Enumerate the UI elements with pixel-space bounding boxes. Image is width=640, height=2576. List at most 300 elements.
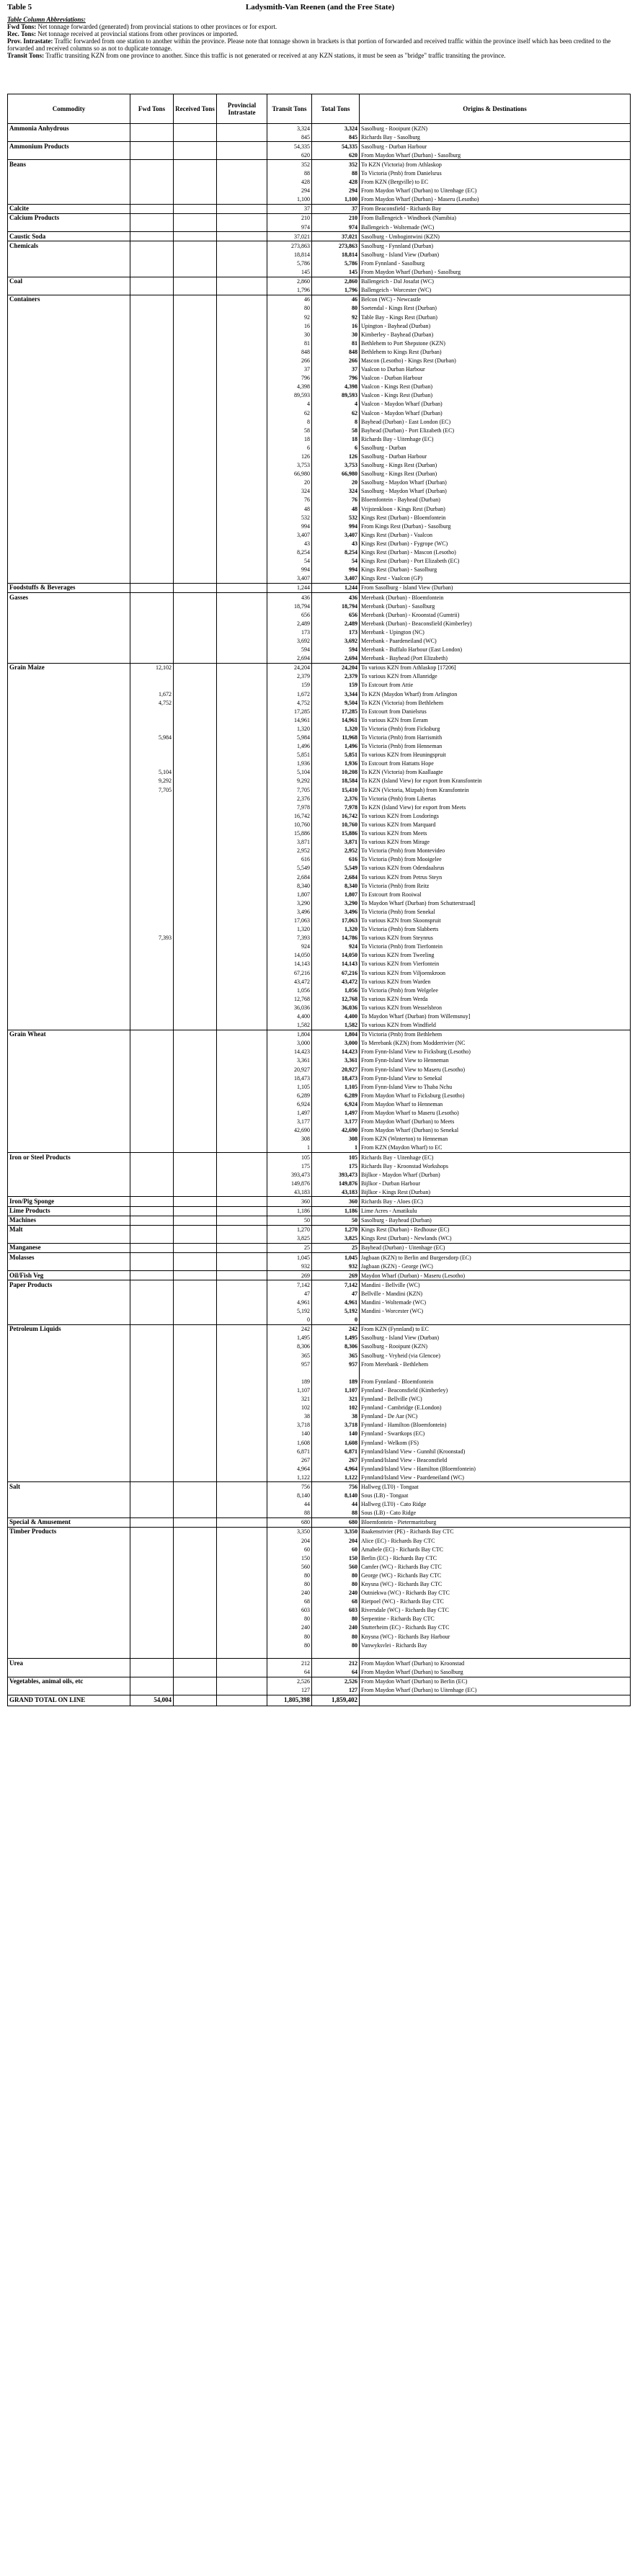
table-row xyxy=(8,716,631,724)
col-commodity: Commodity xyxy=(8,94,130,124)
fwd-tons-cell xyxy=(130,1438,174,1447)
origin-destination-cell: Fynnland - Bellville (WC) xyxy=(360,1395,631,1404)
fwd-tons-cell xyxy=(130,968,174,977)
table-row xyxy=(8,223,631,232)
commodity-cell xyxy=(8,1597,130,1606)
transit-tons-cell: 3,871 xyxy=(267,838,312,847)
fwd-tons-cell xyxy=(130,1482,174,1492)
fwd-tons-cell xyxy=(130,513,174,522)
transit-tons-cell: 16,742 xyxy=(267,811,312,820)
intrastate-cell xyxy=(217,1039,267,1048)
commodity-cell xyxy=(8,864,130,873)
fwd-tons-cell xyxy=(130,907,174,916)
total-tons-cell: 18,814 xyxy=(312,250,360,259)
transit-tons-cell: 3,361 xyxy=(267,1056,312,1065)
received-tons-cell xyxy=(174,232,217,241)
intrastate-cell xyxy=(217,1536,267,1545)
intrastate-cell xyxy=(217,1289,267,1298)
intrastate-cell xyxy=(217,478,267,487)
origin-destination-cell: Kimberley - Bayhead (Durban) xyxy=(360,330,631,339)
total-tons-cell: 3,871 xyxy=(312,838,360,847)
total-tons-cell: 1,045 xyxy=(312,1253,360,1262)
total-tons-cell: 1,496 xyxy=(312,742,360,751)
fwd-tons-cell xyxy=(130,1144,174,1153)
received-tons-cell xyxy=(174,1473,217,1482)
table-row xyxy=(8,434,631,443)
commodity-cell xyxy=(8,1179,130,1187)
origin-destination-cell: From KZN (Bergville) to EC xyxy=(360,178,631,187)
intrastate-cell xyxy=(217,1012,267,1020)
total-tons-cell: 80 xyxy=(312,1641,360,1649)
origin-destination-cell: To various KZN from Wesselsbron xyxy=(360,1003,631,1012)
transit-tons-cell: 0 xyxy=(267,1316,312,1325)
table-row xyxy=(8,1492,631,1500)
table-row xyxy=(8,724,631,733)
origin-destination-cell: Kings Rest (Durban) - Fygrope (WC) xyxy=(360,539,631,548)
fwd-tons-cell xyxy=(130,1632,174,1641)
commodity-cell xyxy=(8,1562,130,1571)
total-tons-cell: 48 xyxy=(312,504,360,513)
fwd-tons-cell xyxy=(130,1677,174,1686)
intrastate-cell xyxy=(217,250,267,259)
intrastate-cell xyxy=(217,313,267,321)
table-row xyxy=(8,1456,631,1464)
total-tons-cell: 848 xyxy=(312,347,360,356)
origin-destination-cell: To Estcourt from Hattatts Hope xyxy=(360,759,631,768)
origin-destination-cell: To various KZN from Warden xyxy=(360,977,631,986)
table-row xyxy=(8,619,631,628)
origin-destination-cell: To various KZN from Losdorings xyxy=(360,811,631,820)
fwd-tons-cell xyxy=(130,1659,174,1668)
origin-destination-cell: Merebank (Durban) - Sasolburg xyxy=(360,602,631,610)
intrastate-cell xyxy=(217,133,267,142)
table-row xyxy=(8,968,631,977)
received-tons-cell xyxy=(174,1262,217,1271)
fwd-tons-cell xyxy=(130,1170,174,1179)
commodity-cell xyxy=(8,1554,130,1562)
origin-destination-cell: To KZN (Island View) for export from Kransfontein xyxy=(360,777,631,785)
origin-destination-cell: To Merebank (KZN) from Modderrivier (NC xyxy=(360,1039,631,1048)
total-tons-cell: 60 xyxy=(312,1545,360,1554)
total-tons-cell: 240 xyxy=(312,1623,360,1632)
origin-destination-cell: From Fynnland - Bloemfontein xyxy=(360,1377,631,1386)
commodity-cell xyxy=(8,847,130,855)
intrastate-cell xyxy=(217,881,267,890)
fwd-tons-cell xyxy=(130,470,174,478)
commodity-cell xyxy=(8,195,130,205)
fwd-tons-cell xyxy=(130,1271,174,1280)
fwd-tons-cell: 4,752 xyxy=(130,698,174,707)
table-row xyxy=(8,356,631,365)
transit-tons-cell: 37 xyxy=(267,365,312,374)
commodity-cell xyxy=(8,1316,130,1325)
received-tons-cell xyxy=(174,986,217,994)
transit-tons-cell: 365 xyxy=(267,1351,312,1360)
intrastate-cell xyxy=(217,223,267,232)
transit-tons-cell: 1,936 xyxy=(267,759,312,768)
total-tons-cell: 10,208 xyxy=(312,768,360,777)
commodity-cell xyxy=(8,1386,130,1394)
table-row xyxy=(8,1412,631,1421)
intrastate-cell xyxy=(217,864,267,873)
total-tons-cell: 7,142 xyxy=(312,1280,360,1290)
commodity-cell: Coal xyxy=(8,277,130,286)
intrastate-cell xyxy=(217,1048,267,1056)
fwd-tons-cell xyxy=(130,803,174,811)
table-row xyxy=(8,768,631,777)
transit-tons-cell: 1,582 xyxy=(267,1021,312,1030)
transit-tons-cell: 16 xyxy=(267,321,312,330)
commodity-cell xyxy=(8,1144,130,1153)
commodity-cell xyxy=(8,513,130,522)
intrastate-cell xyxy=(217,890,267,899)
transit-tons-cell: 428 xyxy=(267,178,312,187)
transit-tons-cell: 43,183 xyxy=(267,1187,312,1197)
origin-destination-cell xyxy=(360,1368,631,1377)
intrastate-cell xyxy=(217,628,267,636)
total-tons-cell: 3,324 xyxy=(312,124,360,133)
received-tons-cell xyxy=(174,1386,217,1394)
total-tons-cell: 76 xyxy=(312,496,360,504)
fwd-tons-cell xyxy=(130,1334,174,1342)
fwd-tons-cell xyxy=(130,1623,174,1632)
origin-destination-cell: To Victoria (Pmb) from Henneman xyxy=(360,742,631,751)
origin-destination-cell: Mandini - Bellville (WC) xyxy=(360,1280,631,1290)
transit-tons-cell: 88 xyxy=(267,1509,312,1518)
fwd-tons-cell xyxy=(130,1571,174,1579)
received-tons-cell xyxy=(174,295,217,304)
intrastate-cell xyxy=(217,1234,267,1244)
origin-destination-cell: From KZN (Fynnland) to EC xyxy=(360,1324,631,1334)
origin-destination-cell: From KZN (Winterton) to Henneman xyxy=(360,1135,631,1144)
transit-tons-cell: 3,324 xyxy=(267,124,312,133)
fwd-tons-cell xyxy=(130,759,174,768)
table-row xyxy=(8,803,631,811)
total-tons-cell: 2,376 xyxy=(312,794,360,803)
received-tons-cell xyxy=(174,1395,217,1404)
intrastate-cell xyxy=(217,470,267,478)
total-tons-cell xyxy=(312,1368,360,1377)
intrastate-cell xyxy=(217,873,267,881)
origin-destination-cell: Ballengeich - Woltemade (WC) xyxy=(360,223,631,232)
intrastate-cell xyxy=(217,1641,267,1649)
transit-tons-cell: 44 xyxy=(267,1500,312,1509)
total-tons-cell: 6,871 xyxy=(312,1447,360,1456)
received-tons-cell xyxy=(174,160,217,169)
fwd-tons-cell xyxy=(130,1606,174,1615)
table-row xyxy=(8,1615,631,1623)
transit-tons-cell: 37,021 xyxy=(267,232,312,241)
commodity-cell: Iron or Steel Products xyxy=(8,1152,130,1162)
table-row xyxy=(8,321,631,330)
transit-tons-cell: 2,376 xyxy=(267,794,312,803)
origin-destination-cell: To KZN (Victoria) from Athlaskop xyxy=(360,160,631,169)
fwd-tons-cell xyxy=(130,1234,174,1244)
origin-destination-cell: Fynnland/Island View - Beaconsfield xyxy=(360,1456,631,1464)
transit-tons-cell: 3,407 xyxy=(267,530,312,539)
abbr-intrastate xyxy=(7,37,633,52)
origin-destination-cell: Vanwyksvlei - Richards Bay xyxy=(360,1641,631,1649)
commodity-group-row xyxy=(8,1243,631,1252)
total-tons-cell: 43,183 xyxy=(312,1187,360,1197)
intrastate-cell xyxy=(217,504,267,513)
commodity-cell xyxy=(8,759,130,768)
intrastate-cell xyxy=(217,724,267,733)
commodity-cell xyxy=(8,733,130,741)
intrastate-cell xyxy=(217,751,267,759)
received-tons-cell xyxy=(174,1126,217,1135)
commodity-cell xyxy=(8,1170,130,1179)
received-tons-cell xyxy=(174,1342,217,1351)
total-tons-cell: 30 xyxy=(312,330,360,339)
intrastate-cell xyxy=(217,1144,267,1153)
total-tons-cell: 64 xyxy=(312,1667,360,1677)
table-row xyxy=(8,1109,631,1118)
transit-tons-cell: 2,379 xyxy=(267,672,312,681)
origin-destination-cell xyxy=(360,1649,631,1659)
commodity-cell xyxy=(8,1048,130,1056)
intrastate-cell xyxy=(217,716,267,724)
table-row xyxy=(8,873,631,881)
fwd-tons-cell xyxy=(130,1118,174,1126)
commodity-cell xyxy=(8,1126,130,1135)
fwd-tons-cell xyxy=(130,1395,174,1404)
intrastate-cell xyxy=(217,496,267,504)
commodity-cell xyxy=(8,478,130,487)
table-row xyxy=(8,496,631,504)
received-tons-cell xyxy=(174,1360,217,1368)
intrastate-cell xyxy=(217,539,267,548)
origin-destination-cell: Sasolburg - Maydon Wharf (Durban) xyxy=(360,487,631,496)
fwd-tons-cell xyxy=(130,374,174,383)
received-tons-cell xyxy=(174,1307,217,1316)
fwd-tons-cell xyxy=(130,1030,174,1039)
total-tons-cell: 105 xyxy=(312,1152,360,1162)
commodity-cell xyxy=(8,942,130,951)
intrastate-cell xyxy=(217,259,267,267)
table-row xyxy=(8,1589,631,1597)
table-row xyxy=(8,178,631,187)
received-tons-cell xyxy=(174,365,217,374)
intrastate-cell xyxy=(217,1360,267,1368)
table-row xyxy=(8,1100,631,1108)
origin-destination-cell: Bethlehem to Port Shepstone (KZN) xyxy=(360,339,631,347)
received-tons-cell xyxy=(174,1492,217,1500)
received-tons-cell xyxy=(174,785,217,794)
fwd-tons-cell xyxy=(130,133,174,142)
total-tons-cell: 603 xyxy=(312,1606,360,1615)
origin-destination-cell: Kings Rest (Durban) - Redhouse (EC) xyxy=(360,1225,631,1234)
origin-destination-cell: Richards Bay - Aloes (EC) xyxy=(360,1197,631,1206)
commodity-cell xyxy=(8,1500,130,1509)
intrastate-cell xyxy=(217,178,267,187)
fwd-tons-cell xyxy=(130,232,174,241)
fwd-tons-cell xyxy=(130,1100,174,1108)
intrastate-cell xyxy=(217,1589,267,1597)
received-tons-cell xyxy=(174,759,217,768)
transit-tons-cell: 145 xyxy=(267,268,312,277)
fwd-tons-cell: 1,672 xyxy=(130,690,174,698)
origin-destination-cell: Alice (EC) - Richards Bay CTC xyxy=(360,1536,631,1545)
intrastate-cell xyxy=(217,1386,267,1394)
received-tons-cell xyxy=(174,1509,217,1518)
commodity-cell xyxy=(8,434,130,443)
origin-destination-cell: Vaalcon - Durban Harbour xyxy=(360,374,631,383)
intrastate-cell xyxy=(217,681,267,690)
intrastate-cell xyxy=(217,899,267,907)
table-row xyxy=(8,417,631,426)
intrastate-cell xyxy=(217,1126,267,1135)
commodity-cell xyxy=(8,1377,130,1386)
total-tons-cell: 4,398 xyxy=(312,383,360,391)
origin-destination-cell: From KZN (Maydon Wharf) to EC xyxy=(360,1144,631,1153)
fwd-tons-cell xyxy=(130,916,174,924)
total-tons-cell: 393,473 xyxy=(312,1170,360,1179)
fwd-tons-cell xyxy=(130,1109,174,1118)
fwd-tons-cell xyxy=(130,178,174,187)
intrastate-cell xyxy=(217,1065,267,1074)
received-tons-cell xyxy=(174,873,217,881)
table-header-row xyxy=(8,94,631,124)
abbr-text: Net tonnage forwarded (generated) from provincial stations to other provinces or for export. xyxy=(36,23,277,30)
fwd-tons-cell xyxy=(130,838,174,847)
total-tons-cell: 20 xyxy=(312,478,360,487)
intrastate-cell xyxy=(217,1667,267,1677)
origin-destination-cell: Sasolburg - Maydon Wharf (Durban) xyxy=(360,478,631,487)
commodity-cell xyxy=(8,1109,130,1118)
received-tons-cell xyxy=(174,426,217,434)
commodity-cell xyxy=(8,574,130,584)
transit-tons-cell: 2,489 xyxy=(267,619,312,628)
fwd-tons-cell: 7,705 xyxy=(130,785,174,794)
origin-destination-cell: Vaalcon - Kings Rest (Durban) xyxy=(360,383,631,391)
total-tons-cell: 9,504 xyxy=(312,698,360,707)
total-tons-cell: 242 xyxy=(312,1324,360,1334)
commodity-cell xyxy=(8,548,130,557)
intrastate-cell xyxy=(217,1509,267,1518)
origin-destination-cell: Fynnland/Island View - Hamilton (Bloemfontein) xyxy=(360,1464,631,1473)
col-total-tons: Total Tons xyxy=(312,94,360,124)
intrastate-cell xyxy=(217,434,267,443)
total-tons-cell: 1,608 xyxy=(312,1438,360,1447)
received-tons-cell xyxy=(174,1579,217,1588)
intrastate-cell xyxy=(217,151,267,160)
total-tons-cell: 204 xyxy=(312,1536,360,1545)
table-row xyxy=(8,698,631,707)
table-row xyxy=(8,994,631,1003)
transit-tons-cell: 1,105 xyxy=(267,1082,312,1091)
origin-destination-cell: To Victoria (Pmb) from Bethlehem xyxy=(360,1030,631,1039)
table-row xyxy=(8,339,631,347)
abbr-text: Traffic transiting KZN from one province to another. Since this traffic is not generated or received at any KZN stations, it must be seen as "bridge" traffic transiting the province. xyxy=(44,52,506,59)
received-tons-cell xyxy=(174,1298,217,1306)
transit-tons-cell: 3,350 xyxy=(267,1527,312,1536)
commodity-cell xyxy=(8,1464,130,1473)
origin-destination-cell: Bayhead (Durban) - Port Elizabeth (EC) xyxy=(360,426,631,434)
intrastate-cell xyxy=(217,794,267,803)
commodity-cell xyxy=(8,330,130,339)
commodity-cell xyxy=(8,461,130,470)
fwd-tons-cell xyxy=(130,899,174,907)
transit-tons-cell: 18,794 xyxy=(267,602,312,610)
intrastate-cell xyxy=(217,1606,267,1615)
table-row xyxy=(8,1421,631,1430)
commodity-cell xyxy=(8,1342,130,1351)
table-row xyxy=(8,530,631,539)
total-tons-cell: 89,593 xyxy=(312,391,360,400)
intrastate-cell xyxy=(217,1056,267,1065)
commodity-cell xyxy=(8,522,130,530)
transit-tons-cell: 1,122 xyxy=(267,1473,312,1482)
total-tons-cell: 267 xyxy=(312,1456,360,1464)
fwd-tons-cell xyxy=(130,1316,174,1325)
intrastate-cell xyxy=(217,907,267,916)
transit-tons-cell: 1,045 xyxy=(267,1253,312,1262)
origin-destination-cell: To Victoria (Pmb) from Montevideo xyxy=(360,847,631,855)
received-tons-cell xyxy=(174,1243,217,1252)
table-row xyxy=(8,1368,631,1377)
intrastate-cell xyxy=(217,513,267,522)
intrastate-cell xyxy=(217,1686,267,1695)
transit-tons-cell: 50 xyxy=(267,1216,312,1225)
grand-total-intra xyxy=(217,1695,267,1706)
commodity-cell xyxy=(8,602,130,610)
total-tons-cell: 43,472 xyxy=(312,977,360,986)
fwd-tons-cell: 9,292 xyxy=(130,777,174,785)
origin-destination-cell: Richards Bay - Kroonstad Workshops xyxy=(360,1162,631,1170)
intrastate-cell xyxy=(217,241,267,251)
table-row xyxy=(8,1039,631,1048)
commodity-cell xyxy=(8,1447,130,1456)
origin-destination-cell: From Maydon Wharf (Durban) to Kroonstad xyxy=(360,1659,631,1668)
received-tons-cell xyxy=(174,1527,217,1536)
fwd-tons-cell xyxy=(130,1589,174,1597)
received-tons-cell xyxy=(174,268,217,277)
table-row xyxy=(8,151,631,160)
received-tons-cell xyxy=(174,619,217,628)
origin-destination-cell: To Victoria (Pmb) from Tierfontein xyxy=(360,942,631,951)
commodity-cell xyxy=(8,829,130,838)
commodity-cell xyxy=(8,1118,130,1126)
table-row xyxy=(8,1360,631,1368)
received-tons-cell xyxy=(174,847,217,855)
table-row xyxy=(8,934,631,942)
origin-destination-cell: To various KZN from Eeram xyxy=(360,716,631,724)
total-tons-cell: 6,289 xyxy=(312,1091,360,1100)
commodity-cell xyxy=(8,751,130,759)
origin-destination-cell: Sous (LB) - Tongaat xyxy=(360,1492,631,1500)
commodity-group-row xyxy=(8,1197,631,1206)
transit-tons-cell: 4 xyxy=(267,400,312,409)
intrastate-cell xyxy=(217,213,267,223)
fwd-tons-cell xyxy=(130,1562,174,1571)
total-tons-cell: 54 xyxy=(312,557,360,566)
fwd-tons-cell xyxy=(130,1412,174,1421)
fwd-tons-cell xyxy=(130,1492,174,1500)
commodity-cell xyxy=(8,417,130,426)
total-tons-cell: 14,050 xyxy=(312,951,360,960)
received-tons-cell xyxy=(174,452,217,460)
transit-tons-cell: 149,876 xyxy=(267,1179,312,1187)
commodity-group-row xyxy=(8,1677,631,1686)
commodity-cell xyxy=(8,383,130,391)
fwd-tons-cell xyxy=(130,487,174,496)
fwd-tons-cell xyxy=(130,1351,174,1360)
intrastate-cell xyxy=(217,1623,267,1632)
origin-destination-cell: From Maydon Wharf (Durban) to Sasolburg xyxy=(360,1667,631,1677)
transit-tons-cell: 80 xyxy=(267,1579,312,1588)
transit-tons-cell: 140 xyxy=(267,1430,312,1438)
